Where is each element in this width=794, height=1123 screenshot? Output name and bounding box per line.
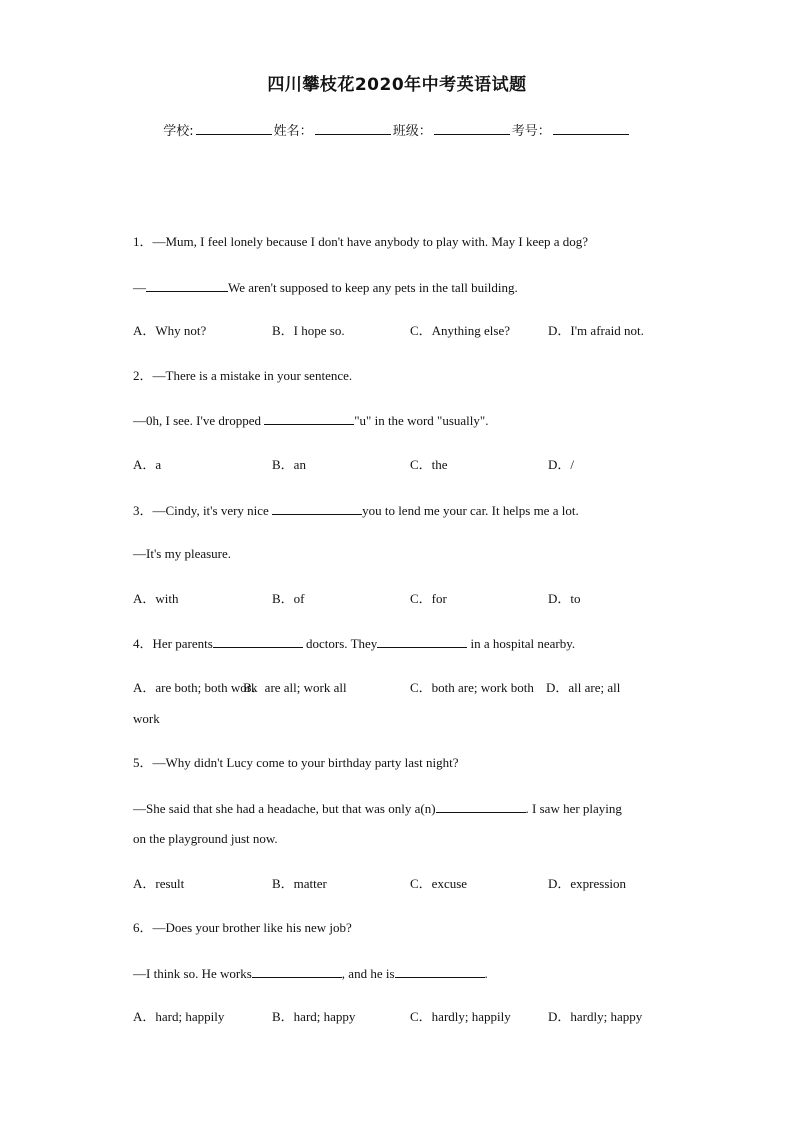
answer-blank[interactable]	[272, 502, 362, 515]
question-3-option-a[interactable]: A．with	[133, 591, 179, 606]
question-6-text: 6．—Does your brother like his new job?	[133, 920, 352, 935]
question-3-option-d[interactable]: D．to	[548, 591, 581, 606]
class-blank[interactable]	[434, 122, 510, 135]
question-2-option-d[interactable]: D．/	[548, 457, 575, 472]
question-1-text: 1．—Mum, I feel lonely because I don't have anybody to play with. May I keep a dog?	[133, 234, 589, 249]
answer-blank[interactable]	[395, 965, 485, 978]
question-6-reply: —I think so. He works , and he is .	[133, 966, 488, 981]
question-6-option-b[interactable]: B．hard; happy	[272, 1009, 356, 1024]
question-4-option-b[interactable]: B．are all; work all	[243, 680, 347, 695]
name-blank[interactable]	[315, 122, 391, 135]
question-5-reply-cont: on the playground just now.	[133, 831, 278, 846]
answer-blank[interactable]	[213, 635, 303, 648]
question-5-option-c[interactable]: C．excuse	[410, 876, 468, 891]
question-5-reply: —She said that she had a headache, but that was only a(n) . I saw her playing	[133, 801, 622, 816]
answer-blank[interactable]	[264, 412, 354, 425]
question-5-option-b[interactable]: B．matter	[272, 876, 327, 891]
school-label: 学校:	[163, 124, 194, 139]
question-5-option-a[interactable]: A．result	[133, 876, 185, 891]
question-1-reply: — We aren't supposed to keep any pets in the tall building.	[133, 280, 518, 295]
question-3-reply: —It's my pleasure.	[133, 546, 232, 561]
question-2-reply: —0h, I see. I've dropped "u" in the word "usually".	[133, 413, 489, 428]
exam-no-blank[interactable]	[553, 122, 629, 135]
answer-blank[interactable]	[252, 965, 342, 978]
question-3-option-b[interactable]: B．of	[272, 591, 305, 606]
question-1-option-b[interactable]: B．I hope so.	[272, 323, 345, 338]
question-6-option-d[interactable]: D．hardly; happy	[548, 1009, 643, 1024]
question-4-text: 4．Her parents doctors. They in a hospital nearby.	[133, 636, 576, 651]
name-label: 姓名：	[273, 124, 313, 139]
question-6-option-c[interactable]: C．hardly; happily	[410, 1009, 511, 1024]
question-2-option-a[interactable]: A．a	[133, 457, 162, 472]
student-info-line	[0, 120, 794, 139]
answer-blank[interactable]	[436, 800, 526, 813]
answer-blank[interactable]	[146, 279, 228, 292]
question-1-option-a[interactable]: A．Why not?	[133, 323, 207, 338]
question-5-text: 5．—Why didn't Lucy come to your birthday party last night?	[133, 755, 459, 770]
question-3-option-c[interactable]: C．for	[410, 591, 447, 606]
question-2-option-c[interactable]: C．the	[410, 457, 448, 472]
exam-no-label: 考号：	[511, 124, 551, 139]
answer-blank[interactable]	[377, 635, 467, 648]
question-2-text: 2．—There is a mistake in your sentence.	[133, 368, 353, 383]
question-1-option-c[interactable]: C．Anything else?	[410, 323, 511, 338]
class-label: 班级：	[392, 124, 432, 139]
question-3-text: 3．—Cindy, it's very nice you to lend me your car. It helps me a lot.	[133, 503, 579, 518]
school-blank[interactable]	[196, 122, 272, 135]
question-4-option-a[interactable]: A．are both; both work	[133, 680, 258, 695]
question-4-option-d[interactable]: D．all are; all	[546, 680, 621, 695]
question-6-option-a[interactable]: A．hard; happily	[133, 1009, 225, 1024]
question-2-option-b[interactable]: B．an	[272, 457, 306, 472]
question-4-option-d-wrap: work	[133, 711, 160, 726]
question-5-option-d[interactable]: D．expression	[548, 876, 626, 891]
question-4-option-c[interactable]: C．both are; work both	[410, 680, 534, 695]
question-1-option-d[interactable]: D．I'm afraid not.	[548, 323, 644, 338]
page-title: 四川攀枝花2020年中考英语试题	[267, 75, 527, 95]
